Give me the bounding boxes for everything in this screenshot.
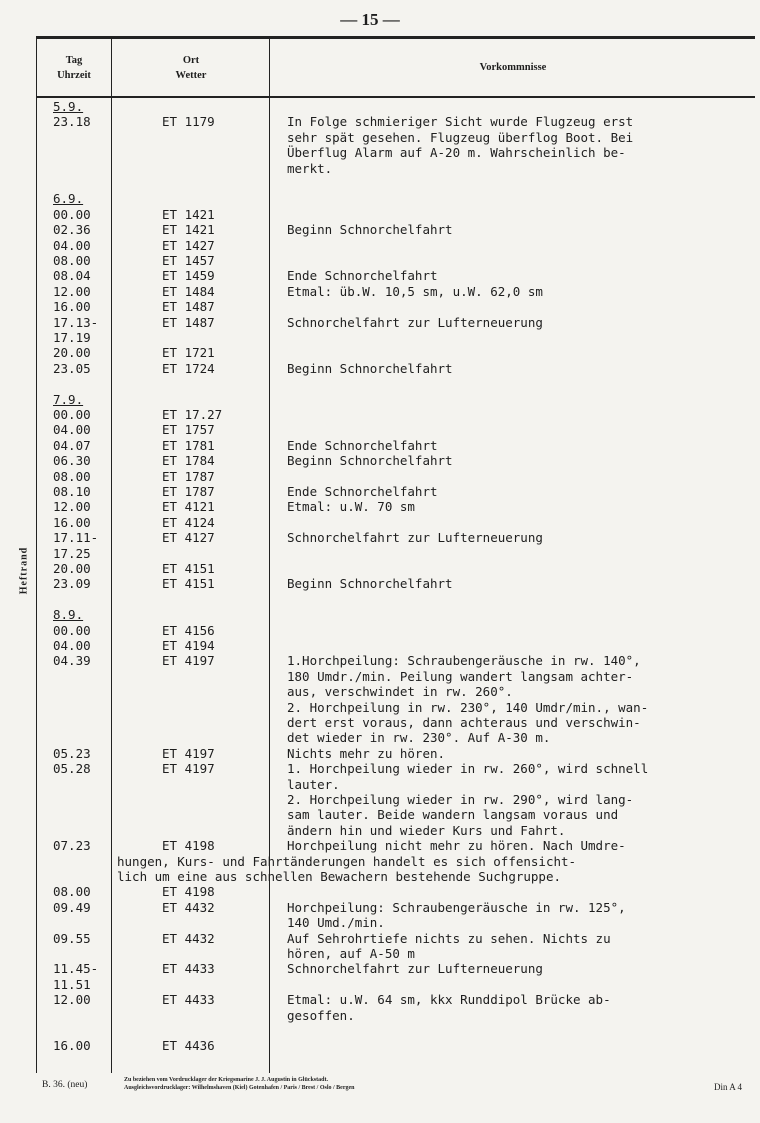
log-event-text: Horchpeilung nicht mehr zu hören. Nach Umdre-: [287, 838, 626, 854]
log-time: 08.00: [53, 253, 91, 268]
log-time: 20.00: [53, 561, 91, 576]
log-grid-position: ET 4436: [162, 1038, 215, 1054]
log-time: 04.39: [53, 653, 91, 669]
log-event-text: 1.Horchpeilung: Schraubengeräusche in rw. 140°,: [287, 653, 641, 669]
binding-margin-text: Heftrand: [18, 546, 30, 595]
log-row: [37, 484, 755, 500]
log-grid-position: ET 1487: [162, 314, 215, 330]
log-row: [37, 515, 755, 531]
log-row: [37, 561, 755, 577]
log-grid-position: ET 1787: [162, 484, 215, 499]
log-event-text: Beginn Schnorchelfahrt: [287, 576, 453, 592]
log-row: [37, 253, 755, 269]
log-row: [37, 315, 755, 331]
log-time: 00.00: [53, 622, 91, 638]
log-grid-position: ET 4433: [162, 992, 215, 1008]
log-row: [37, 161, 755, 177]
log-time: 20.00: [53, 345, 91, 361]
log-row: [37, 576, 755, 592]
log-grid-position: ET 1179: [162, 114, 215, 130]
log-time: 16.00: [53, 514, 91, 530]
log-event-text: lauter.: [287, 776, 340, 792]
log-event-text: sehr spät gesehen. Flugzeug überflog Boot. Bei: [287, 129, 634, 145]
log-event-text: 2. Horchpeilung wieder in rw. 290°, wird lang-: [287, 792, 634, 807]
log-date: 8.9.: [53, 607, 84, 623]
log-row: [37, 777, 755, 793]
header-location: Ort: [182, 54, 200, 66]
supplier-notice: [124, 1076, 355, 1092]
log-time: 07.23: [53, 838, 91, 854]
log-row: [37, 438, 755, 454]
log-row: [37, 730, 755, 746]
log-event-text: In Folge schmieriger Sicht wurde Flugzeug erst: [287, 114, 634, 130]
log-event-text: Etmal: üb.W. 10,5 sm, u.W. 62,0 sm: [287, 283, 543, 299]
log-time: 16.00: [53, 1038, 91, 1054]
log-grid-position: ET 17.27: [162, 407, 223, 422]
log-event-text: Etmal: u.W. 70 sm: [287, 499, 415, 515]
log-row: [37, 376, 755, 392]
log-row: [37, 746, 755, 762]
log-time: 17.25: [53, 545, 91, 561]
log-time: 04.07: [53, 437, 91, 453]
log-row: [37, 222, 755, 238]
log-time: 17.11-: [53, 530, 99, 546]
log-grid-position: ET 4432: [162, 899, 215, 915]
header-weather: Wetter: [175, 69, 207, 81]
log-grid-position: ET 1484: [162, 283, 215, 299]
log-time: 09.49: [53, 899, 91, 915]
log-row: [37, 1023, 755, 1039]
header-date-time: [37, 39, 111, 96]
log-time: 17.13-: [53, 314, 99, 330]
log-time: 11.45-: [53, 961, 99, 977]
log-row: [37, 900, 755, 916]
log-event-text: Ende Schnorchelfahrt: [287, 437, 438, 453]
log-row: [37, 99, 755, 115]
log-time: 12.00: [53, 283, 91, 299]
paper-format: Din A 4: [713, 1082, 742, 1092]
log-grid-position: ET 4151: [162, 561, 215, 576]
log-row: [37, 1008, 755, 1024]
log-grid-position: ET 4127: [162, 530, 215, 546]
log-row: [37, 607, 755, 623]
log-time: 05.23: [53, 745, 91, 761]
log-grid-position: ET 1487: [162, 299, 215, 315]
log-event-text: gesoffen.: [287, 1007, 355, 1023]
log-row: [37, 191, 755, 207]
log-time: 17.19: [53, 330, 91, 345]
log-row: [37, 268, 755, 284]
log-time: 23.09: [53, 576, 91, 592]
log-time: 00.00: [53, 206, 91, 222]
log-row: [37, 838, 755, 854]
log-event-text: Auf Sehrohrtiefe nichts zu sehen. Nichts zu: [287, 930, 611, 946]
log-row: [37, 931, 755, 947]
log-grid-position: ET 4121: [162, 499, 215, 515]
log-time: 04.00: [53, 422, 91, 438]
log-grid-position: ET 4433: [162, 961, 215, 977]
log-time: 08.00: [53, 884, 91, 900]
log-event-text: Schnorchelfahrt zur Lufterneuerung: [287, 961, 543, 977]
form-number: B. 36. (neu): [42, 1080, 88, 1090]
binding-margin-label: [14, 530, 34, 620]
log-row: [37, 915, 755, 931]
header-events: [271, 39, 755, 96]
log-grid-position: ET 4197: [162, 761, 215, 777]
log-row: [37, 977, 755, 993]
log-event-text: ändern hin und wieder Kurs und Fahrt.: [287, 822, 566, 838]
log-grid-position: ET 1781: [162, 437, 215, 453]
log-event-text: Horchpeilung: Schraubengeräusche in rw. 125°,: [287, 899, 626, 915]
log-grid-position: ET 4197: [162, 745, 215, 761]
supplier-notice-line: Ausgleichsvordrucklager: Wilhelmshaven (Kiel) Gotenhafen / Paris / Brest / Oslo / Bergen: [124, 1085, 355, 1091]
log-event-text: Beginn Schnorchelfahrt: [287, 453, 453, 469]
log-event-text: Ende Schnorchelfahrt: [287, 484, 438, 499]
log-row: [37, 345, 755, 361]
log-date: 5.9.: [53, 99, 84, 114]
log-grid-position: ET 1784: [162, 453, 215, 469]
log-event-text: 140 Umd./min.: [287, 915, 385, 931]
log-row: [37, 546, 755, 562]
log-event-text: det wieder in rw. 230°. Auf A-30 m.: [287, 730, 551, 746]
log-date: 7.9.: [53, 391, 84, 407]
header-divider: [37, 96, 755, 98]
header-location-weather: [113, 39, 269, 96]
log-event-text: 1. Horchpeilung wieder in rw. 260°, wird schnell: [287, 761, 649, 777]
log-time: 04.00: [53, 638, 91, 653]
log-event-text: dert erst voraus, dann achteraus und verschwin-: [287, 715, 641, 730]
log-event-text: 180 Umdr./min. Peilung wandert langsam achter-: [287, 668, 634, 684]
log-grid-position: ET 4194: [162, 638, 215, 653]
log-time: 16.00: [53, 299, 91, 315]
log-row: [37, 823, 755, 839]
log-row: [37, 792, 755, 808]
log-row: [37, 330, 755, 346]
log-grid-position: ET 1421: [162, 222, 215, 238]
log-event-text: aus, verschwindet in rw. 260°.: [287, 684, 513, 700]
log-grid-position: ET 1757: [162, 422, 215, 438]
log-event-text: Schnorchelfahrt zur Lufterneuerung: [287, 314, 543, 330]
log-grid-position: ET 4198: [162, 838, 215, 854]
log-table: [36, 36, 755, 1073]
log-row: [37, 422, 755, 438]
log-row: [37, 145, 755, 161]
log-time: 09.55: [53, 930, 91, 946]
log-row: [37, 869, 755, 885]
log-row: [37, 884, 755, 900]
log-row: [37, 854, 755, 870]
log-row: [37, 684, 755, 700]
log-row: [37, 700, 755, 716]
log-row: [37, 592, 755, 608]
log-row: [37, 207, 755, 223]
header-date: Tag: [65, 54, 83, 66]
log-grid-position: ET 1721: [162, 345, 215, 361]
log-row: [37, 361, 755, 377]
log-row: [37, 715, 755, 731]
form-footer: [42, 1076, 752, 1100]
log-time: 08.10: [53, 484, 91, 499]
log-row: [37, 299, 755, 315]
log-event-text: Beginn Schnorchelfahrt: [287, 222, 453, 238]
log-row: [37, 453, 755, 469]
header-time: Uhrzeit: [57, 69, 91, 81]
log-time: 12.00: [53, 992, 91, 1008]
log-grid-position: ET 4156: [162, 622, 215, 638]
log-grid-position: ET 4432: [162, 930, 215, 946]
log-time: 06.30: [53, 453, 91, 469]
log-event-text: hungen, Kurs- und Fahrtänderungen handelt es sich offensicht-: [117, 853, 577, 869]
log-event-text: Schnorchelfahrt zur Lufterneuerung: [287, 530, 543, 546]
log-event-text: hören, auf A-50 m: [287, 946, 415, 961]
log-row: [37, 669, 755, 685]
log-event-text: Beginn Schnorchelfahrt: [287, 360, 453, 376]
supplier-notice-line: Zu beziehen vom Vordrucklager der Kriegsmarine J. J. Augustin in Glückstadt.: [124, 1077, 328, 1083]
log-grid-position: ET 1457: [162, 253, 215, 268]
log-time: 08.04: [53, 268, 91, 284]
log-row: [37, 961, 755, 977]
log-event-text: merkt.: [287, 160, 333, 176]
log-row: [37, 946, 755, 962]
log-event-text: Ende Schnorchelfahrt: [287, 268, 438, 284]
log-row: [37, 623, 755, 639]
log-time: 02.36: [53, 222, 91, 238]
log-time: 08.00: [53, 468, 91, 484]
log-row: [37, 1038, 755, 1054]
log-time: 04.00: [53, 237, 91, 253]
log-grid-position: ET 4124: [162, 514, 215, 530]
log-grid-position: ET 4151: [162, 576, 215, 592]
log-row: [37, 176, 755, 192]
log-event-text: 2. Horchpeilung in rw. 230°, 140 Umdr/min., wan-: [287, 699, 649, 715]
page-number: — 15 —: [340, 10, 400, 29]
log-grid-position: ET 1459: [162, 268, 215, 284]
log-time: 05.28: [53, 761, 91, 777]
log-row: [37, 653, 755, 669]
log-row: [37, 499, 755, 515]
log-grid-position: ET 1427: [162, 237, 215, 253]
log-time: 11.51: [53, 976, 91, 992]
log-row: [37, 530, 755, 546]
log-event-text: Überflug Alarm auf A-20 m. Wahrscheinlich be-: [287, 145, 626, 161]
log-event-text: lich um eine aus schnellen Bewachern bestehende Suchgruppe.: [117, 869, 562, 884]
log-grid-position: ET 1787: [162, 468, 215, 484]
log-event-text: Nichts mehr zu hören.: [287, 745, 446, 761]
log-row: [37, 114, 755, 130]
log-time: 23.05: [53, 360, 91, 376]
header-events-label: Vorkommnisse: [479, 62, 547, 73]
log-row: [37, 807, 755, 823]
log-event-text: Etmal: u.W. 64 sm, kkx Runddipol Brücke ab-: [287, 992, 611, 1008]
log-grid-position: ET 1724: [162, 360, 215, 376]
log-event-text: sam lauter. Beide wandern langsam voraus und: [287, 807, 619, 823]
log-grid-position: ET 1421: [162, 206, 215, 222]
log-row: [37, 130, 755, 146]
log-time: 23.18: [53, 114, 91, 130]
log-row: [37, 638, 755, 654]
log-row: [37, 238, 755, 254]
log-grid-position: ET 4197: [162, 653, 215, 669]
log-time: 00.00: [53, 407, 91, 422]
log-grid-position: ET 4198: [162, 884, 215, 900]
log-row: [37, 992, 755, 1008]
log-row: [37, 761, 755, 777]
log-row: [37, 392, 755, 408]
log-row: [37, 407, 755, 423]
log-time: 12.00: [53, 499, 91, 515]
log-date: 6.9.: [53, 191, 84, 207]
log-row: [37, 469, 755, 485]
log-row: [37, 284, 755, 300]
